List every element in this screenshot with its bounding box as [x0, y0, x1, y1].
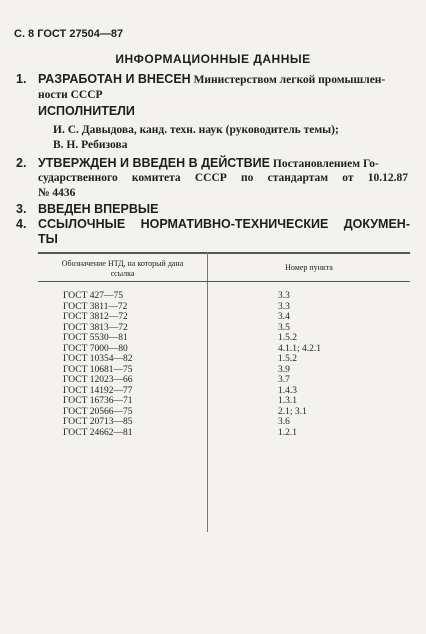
table-column-doc — [63, 291, 133, 438]
table-row-doc: ГОСТ 14192—77 — [63, 385, 133, 396]
section-1-text-line2: ности СССР — [38, 89, 103, 101]
section-2-heading: УТВЕРЖДЕН И ВВЕДЕН В ДЕЙСТВИЕ — [38, 156, 271, 170]
table-row-item: 1.5.2 — [278, 333, 297, 343]
section-2-text-line3: № 4436 — [38, 187, 76, 199]
table-row-item: 1.5.2 — [278, 354, 297, 364]
table-row-doc: ГОСТ 3811—72 — [63, 301, 128, 312]
section-3-heading: ВВЕДЕН ВПЕРВЫЕ — [38, 202, 159, 216]
table-row-doc: ГОСТ 12023—66 — [63, 375, 133, 385]
table-row-item: 3.3 — [278, 291, 290, 301]
table-row-doc: ГОСТ 16736—71 — [63, 396, 133, 406]
table-row-item: 3.4 — [278, 312, 290, 322]
section-1-number: 1. — [16, 72, 27, 86]
references-table — [38, 252, 410, 532]
executors-heading: ИСПОЛНИТЕЛИ — [38, 104, 135, 118]
table-row-doc: ГОСТ 5530—81 — [63, 333, 128, 343]
section-1 — [38, 72, 410, 88]
table-row-doc: ГОСТ 10354—82 — [63, 354, 133, 364]
table-row-doc: ГОСТ 10681—75 — [63, 364, 133, 375]
table-row-doc: ГОСТ 3813—72 — [63, 322, 128, 333]
table-row-item: 4.1.1; 4.2.1 — [278, 343, 322, 354]
table-row-item: 1.3.1 — [278, 396, 297, 406]
section-2-text-line1: Постановлением Го- — [272, 158, 379, 170]
section-1-heading: РАЗРАБОТАН И ВНЕСЕН — [38, 72, 191, 86]
section-4-heading-line1: ССЫЛОЧНЫЕ НОРМАТИВНО-ТЕХНИЧЕСКИЕ ДОКУМЕН- — [38, 217, 410, 231]
page-title: ИНФОРМАЦИОННЫЕ ДАННЫЕ — [115, 52, 311, 66]
table-column-item — [278, 291, 321, 438]
table-row-doc: ГОСТ 20713—85 — [63, 417, 133, 427]
table-header-item: Номер пункта — [285, 263, 333, 272]
table-row-item: 3.3 — [278, 301, 290, 312]
table-row-item: 1.2.1 — [278, 427, 297, 438]
executors-line2: В. Н. Ребизова — [53, 139, 128, 151]
table-row-item: 2.1; 3.1 — [278, 406, 307, 417]
table-header-rule — [38, 281, 410, 282]
section-2 — [38, 156, 410, 172]
section-2-number: 2. — [16, 156, 27, 170]
table-row-doc: ГОСТ 20566—75 — [63, 406, 133, 417]
table-top-rule — [38, 252, 410, 254]
table-header-doc-line1: Обозначение НТД, на который дана — [61, 259, 184, 268]
table-header-doc-line2: ссылка — [110, 269, 135, 278]
section-2-text-line2: сударственного комитета СССР по стандартам от 10.12.87 — [38, 172, 408, 184]
section-4-number: 4. — [16, 217, 27, 231]
executors-line1: И. С. Давыдова, канд. техн. наук (руководитель темы); — [53, 124, 339, 136]
page-header: С. 8 ГОСТ 27504—87 — [14, 28, 124, 40]
section-3-number: 3. — [16, 202, 27, 216]
table-row-item: 3.5 — [278, 322, 290, 333]
section-4-heading-line2: ТЫ — [38, 232, 58, 246]
section-1-text-line1: Министерством легкой промышлен- — [193, 74, 386, 86]
table-row-doc: ГОСТ 7000—80 — [63, 343, 128, 354]
table-column-divider — [207, 252, 208, 532]
table-row-doc: ГОСТ 24662—81 — [63, 427, 133, 438]
table-row-item: 3.7 — [278, 375, 290, 385]
table-row-doc: ГОСТ 3812—72 — [63, 312, 128, 322]
table-row-item: 3.9 — [278, 364, 290, 375]
table-row-item: 1.4.3 — [278, 385, 297, 396]
table-header-doc — [38, 259, 207, 279]
table-row-doc: ГОСТ 427—75 — [63, 291, 123, 301]
table-row-item: 3.6 — [278, 417, 290, 427]
